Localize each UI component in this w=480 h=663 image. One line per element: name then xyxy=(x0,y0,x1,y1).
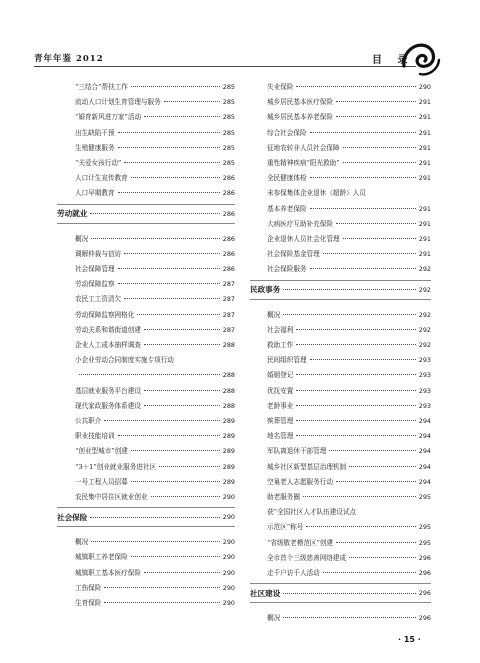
dot-leader xyxy=(104,587,219,588)
toc-entry xyxy=(75,292,235,306)
dot-leader xyxy=(283,289,415,290)
dot-leader xyxy=(118,132,220,133)
dot-leader xyxy=(310,268,416,269)
dot-leader xyxy=(131,177,220,178)
toc-entry xyxy=(75,535,235,549)
toc-entry-title: 空巢老人志愿服务行动 xyxy=(267,477,333,486)
dot-leader xyxy=(159,466,220,467)
dot-leader xyxy=(131,556,220,557)
toc-entry-page: 294 xyxy=(418,447,431,456)
toc-entry xyxy=(75,141,235,155)
toc-entry-title: 现代家政服务体系建设 xyxy=(75,401,141,410)
section-page: 292 xyxy=(418,285,431,294)
toc-entry-page: 288 xyxy=(222,386,235,395)
toc-entry xyxy=(75,429,235,443)
toc-entry xyxy=(267,202,431,216)
toc-entry xyxy=(75,338,235,352)
dot-leader xyxy=(104,602,219,603)
dot-leader xyxy=(310,208,416,209)
toc-entry-page: 294 xyxy=(418,432,431,441)
toc-entry-page: 287 xyxy=(222,295,235,304)
toc-entry-title: 生育保险 xyxy=(75,599,102,607)
toc-entry-page: 291 xyxy=(418,219,431,228)
toc-entry-page: 291 xyxy=(418,143,431,152)
toc-entry xyxy=(75,277,235,291)
toc-entry-title: 全市首个三级慈善网络建成 xyxy=(267,553,347,562)
toc-entry-page: 286 xyxy=(222,234,235,243)
toc-entry-title: 优抚安置 xyxy=(267,386,294,395)
dot-leader xyxy=(296,86,415,87)
toc-entry-page: 291 xyxy=(418,113,431,122)
toc-entry-title: 社会保障管理 xyxy=(75,265,115,273)
dot-leader xyxy=(144,405,220,406)
toc-entry-page: 287 xyxy=(222,325,235,334)
toc-entry-title: 城乡社区新型基层治理机制 xyxy=(267,462,347,471)
dot-leader xyxy=(104,420,219,421)
toc-entry-title: 人口早期教育 xyxy=(75,189,115,198)
toc-entry-title: 职业技能培训 xyxy=(75,432,115,441)
toc-entry xyxy=(75,444,235,458)
dot-leader xyxy=(144,329,220,330)
toc-entry-page: 290 xyxy=(418,83,431,91)
toc-entry xyxy=(267,217,431,231)
toc-entry-title: 概况 xyxy=(267,310,281,319)
toc-entry-page: 285 xyxy=(222,98,235,107)
toc-entry xyxy=(75,399,235,413)
toc-entry-page: 289 xyxy=(222,447,235,456)
dot-leader xyxy=(144,390,220,391)
dot-leader xyxy=(296,329,415,330)
dot-leader xyxy=(283,617,416,618)
toc-entry xyxy=(267,338,431,352)
dot-leader xyxy=(296,390,415,391)
toc-entry xyxy=(267,414,431,428)
toc-entry-title: 助老服务圈 xyxy=(267,493,300,501)
toc-entry-title: “婚育新风进万家”活动 xyxy=(75,113,142,122)
toc-entry-title: “3＋1”创业就业服务进社区 xyxy=(75,462,157,471)
section-rule xyxy=(250,602,431,603)
toc-entry xyxy=(75,581,235,595)
toc-entry-page: 291 xyxy=(418,128,431,137)
dot-leader xyxy=(283,314,416,315)
section-title: 社会保险 xyxy=(57,512,88,522)
toc-entry xyxy=(267,368,431,382)
book-title: 青年年鉴 2012 xyxy=(34,54,104,64)
toc-entry-page: 295 xyxy=(418,538,431,547)
dot-leader xyxy=(343,162,416,163)
toc-entry-page: 285 xyxy=(222,143,235,152)
toc-entry-page: 285 xyxy=(222,159,235,167)
toc-entry-page: 296 xyxy=(418,553,431,562)
toc-entry xyxy=(267,611,431,625)
toc-entry xyxy=(75,550,235,564)
toc-entry-page: 290 xyxy=(222,493,235,501)
toc-entry-title: 基层就业服务平台建设 xyxy=(75,386,141,395)
toc-entry-title: 农民集中居住区就业创业 xyxy=(75,493,148,501)
dot-leader xyxy=(124,298,220,299)
toc-entry xyxy=(267,308,431,322)
toc-entry-title: 社会福利 xyxy=(267,325,294,334)
toc-entry-title: 重性精神疾病“阳光救助” xyxy=(267,159,340,167)
toc-entry-title: 概况 xyxy=(267,614,281,623)
toc-entry-page: 289 xyxy=(222,417,235,425)
toc-entry xyxy=(75,475,235,489)
toc-entry-page: 293 xyxy=(418,356,431,365)
dot-leader xyxy=(310,177,416,178)
toc-entry xyxy=(267,171,431,185)
toc-entry-title: “省级敬老模范区”创建 xyxy=(267,538,334,547)
toc-entry xyxy=(75,323,235,337)
toc-entry xyxy=(267,384,431,398)
dot-leader xyxy=(349,466,416,467)
toc-entry-page: 286 xyxy=(222,189,235,198)
toc-entry-title: 出生缺陷干预 xyxy=(75,128,115,137)
toc-entry-page: 286 xyxy=(222,174,235,183)
dot-leader xyxy=(336,542,416,543)
dot-leader xyxy=(144,572,220,573)
toc-entry-title: 企业人工成本抽样调查 xyxy=(75,341,141,349)
toc-entry-page: 289 xyxy=(222,477,235,486)
toc-entry-title: 概况 xyxy=(75,538,89,547)
toc-entry-title: 小企业劳动合同制度实施专项行动 xyxy=(75,356,174,365)
dot-leader xyxy=(90,213,219,214)
section-heading: 目 录 xyxy=(372,55,414,66)
toc-entry-title: 示范区”称号 xyxy=(267,523,304,532)
toc-entry-title: 失业保险 xyxy=(267,83,294,91)
toc-entry-page: 293 xyxy=(418,401,431,410)
dot-leader xyxy=(144,344,220,345)
toc-entry-page: 288 xyxy=(222,341,235,349)
toc-entry-title: 大病医疗互助补充保险 xyxy=(267,219,333,228)
dot-leader xyxy=(118,268,220,269)
toc-entry-title: 城镇职工养老保险 xyxy=(75,553,128,562)
toc-entry-page: 289 xyxy=(222,462,235,471)
toc-entry xyxy=(267,156,431,170)
toc-entry-page: 291 xyxy=(418,159,431,167)
toc-entry xyxy=(267,399,431,413)
dot-leader xyxy=(79,374,220,375)
dot-leader xyxy=(131,86,220,87)
toc-entry xyxy=(75,414,235,428)
toc-entry xyxy=(75,460,235,474)
toc-entry xyxy=(75,232,235,246)
toc-section-heading xyxy=(57,206,235,222)
dot-leader xyxy=(329,450,415,451)
toc-entry-page: 295 xyxy=(418,493,431,501)
toc-entry xyxy=(75,353,235,367)
toc-entry-page: 291 xyxy=(418,235,431,243)
toc-entry-title: 全民健康体检 xyxy=(267,174,307,183)
section-page: 296 xyxy=(418,589,431,598)
toc-entry-title: 获“全国社区人才队伍建设试点 xyxy=(267,508,357,517)
toc-entry-page: 294 xyxy=(418,417,431,425)
dot-leader xyxy=(336,101,416,102)
dot-leader xyxy=(303,496,416,497)
toc-entry xyxy=(267,80,431,94)
toc-entry-title: 走千户访千人活动 xyxy=(267,569,320,577)
toc-section-heading xyxy=(250,585,431,601)
toc-entry-page: 293 xyxy=(418,371,431,380)
toc-entry xyxy=(267,520,431,534)
dot-leader xyxy=(296,374,415,375)
toc-entry-page: 285 xyxy=(222,83,235,91)
toc-entry xyxy=(267,566,431,580)
toc-entry-title: 婚姻登记 xyxy=(267,371,294,380)
toc-entry xyxy=(267,460,431,474)
toc-entry-title: 劳动保障监察 xyxy=(75,280,115,289)
toc-entry-title: 生殖健康服务 xyxy=(75,143,115,152)
toc-entry-title: 基本养老保险 xyxy=(267,204,307,213)
toc-entry-title: 城乡居民基本养老保险 xyxy=(267,113,333,122)
toc-entry-title: “关爱女孩行动” xyxy=(75,159,122,167)
toc-entry-page: 287 xyxy=(222,310,235,319)
toc-entry-title: 社会保险基金管理 xyxy=(267,250,320,259)
toc-entry-title: 城乡居民基本医疗保险 xyxy=(267,98,333,107)
toc-entry-page: 288 xyxy=(222,401,235,410)
toc-entry-title: 老龄事业 xyxy=(267,401,294,410)
dot-leader xyxy=(90,517,219,518)
dot-leader xyxy=(296,435,415,436)
section-title: 社区建设 xyxy=(250,588,281,598)
toc-entry-page: 290 xyxy=(222,538,235,547)
toc-entry xyxy=(267,323,431,337)
dot-leader xyxy=(164,101,220,102)
toc-entry xyxy=(267,429,431,443)
toc-entry-page: 291 xyxy=(418,98,431,107)
toc-entry-title: 农民工工资清欠 xyxy=(75,295,122,304)
toc-entry-page: 292 xyxy=(418,325,431,334)
toc-entry-title: 流动人口计划生育管理与服务 xyxy=(75,98,161,107)
dot-leader xyxy=(118,283,220,284)
toc-entry-page: 286 xyxy=(222,249,235,258)
toc-entry-title: 综合社会保险 xyxy=(267,128,307,137)
toc-entry-title: 劳动关系和谐街道创建 xyxy=(75,325,141,334)
toc-entry xyxy=(267,232,431,246)
toc-entry-title: 人口计生宣传教育 xyxy=(75,174,128,183)
dot-leader xyxy=(336,481,416,482)
toc-entry-page: 291 xyxy=(418,250,431,259)
toc-entry xyxy=(75,80,235,94)
dot-leader xyxy=(124,162,219,163)
toc-entry xyxy=(267,551,431,565)
section-rule xyxy=(57,526,235,527)
dot-leader xyxy=(118,147,220,148)
toc-entry xyxy=(75,110,235,124)
dot-leader xyxy=(144,116,220,117)
toc-entry-page: 285 xyxy=(222,128,235,137)
toc-entry-page: 290 xyxy=(222,568,235,577)
toc-entry xyxy=(267,110,431,124)
dot-leader xyxy=(124,253,220,254)
dot-leader xyxy=(137,314,219,315)
toc-entry-title: 工伤保险 xyxy=(75,583,102,592)
toc-entry xyxy=(267,490,431,504)
dot-leader xyxy=(310,132,416,133)
toc-entry-page: 290 xyxy=(222,553,235,562)
dot-leader xyxy=(296,405,415,406)
dot-leader xyxy=(349,557,416,558)
toc-entry xyxy=(75,566,235,580)
toc-entry xyxy=(267,141,431,155)
section-rule xyxy=(57,507,235,508)
toc-entry xyxy=(75,126,235,140)
toc-entry xyxy=(75,95,235,109)
toc-entry xyxy=(267,186,431,200)
toc-entry-page: 287 xyxy=(222,280,235,289)
toc-entry xyxy=(267,95,431,109)
dot-leader xyxy=(296,420,415,421)
toc-entry xyxy=(267,247,431,261)
toc-entry xyxy=(267,505,431,519)
toc-entry-title: 劳动保障监察网格化 xyxy=(75,310,135,319)
toc-entry-title: 地名管理 xyxy=(267,432,294,441)
toc-entry-title: 企业退休人员社会化管理 xyxy=(267,235,340,243)
toc-entry-title: “创业型城市”创建 xyxy=(75,447,128,456)
toc-entry-page: 292 xyxy=(418,310,431,319)
toc-entry-page: 292 xyxy=(418,265,431,274)
section-rule xyxy=(57,223,235,224)
toc-entry-title: 未参保集体企业退休（超龄）人员 xyxy=(267,189,366,198)
dot-leader xyxy=(323,253,416,254)
dot-leader xyxy=(131,481,220,482)
toc-entry-page: 295 xyxy=(418,523,431,532)
dot-leader xyxy=(296,344,415,345)
toc-entry-title: 军队离退休干部管理 xyxy=(267,447,327,456)
toc-entry-title: 殡葬管理 xyxy=(267,417,294,425)
swirl-logo-icon xyxy=(398,36,442,80)
section-rule xyxy=(57,204,235,205)
toc-entry xyxy=(267,262,431,276)
toc-section-heading xyxy=(57,509,235,525)
section-title: 民政事务 xyxy=(250,285,281,295)
toc-entry xyxy=(75,368,235,382)
toc-entry-title: 公共职介 xyxy=(75,417,102,425)
toc-entry-page: 290 xyxy=(222,599,235,607)
toc-entry-page: 286 xyxy=(222,265,235,273)
page-number: · 15 · xyxy=(398,635,421,644)
toc-entry xyxy=(75,308,235,322)
toc-entry xyxy=(75,490,235,504)
toc-entry-title: 社会保险服务 xyxy=(267,265,307,274)
dot-leader xyxy=(91,541,220,542)
toc-entry-page: 294 xyxy=(418,477,431,486)
toc-entry-page: 290 xyxy=(222,583,235,592)
dot-leader xyxy=(118,435,220,436)
toc-entry-page: 291 xyxy=(418,204,431,213)
toc-entry xyxy=(75,156,235,170)
toc-entry-page: 291 xyxy=(418,174,431,183)
toc-entry-title: 民间组织管理 xyxy=(267,356,307,365)
toc-entry-page: 288 xyxy=(222,371,235,380)
toc-entry-page: 294 xyxy=(418,462,431,471)
toc-entry xyxy=(267,126,431,140)
header-rule xyxy=(34,66,416,67)
toc-entry-page: 285 xyxy=(222,113,235,122)
page-header xyxy=(0,0,480,80)
toc-entry-title: 征地农转非人员社会保障 xyxy=(267,143,340,152)
section-rule xyxy=(250,280,431,281)
toc-entry-title: 城镇职工基本医疗保险 xyxy=(75,568,141,577)
toc-entry xyxy=(267,353,431,367)
section-page: 286 xyxy=(222,209,235,218)
toc-entry-title: 救助工作 xyxy=(267,341,294,349)
toc-entry xyxy=(75,384,235,398)
toc-entry-title: “三结合”帮扶工作 xyxy=(75,83,128,91)
toc-entry-page: 296 xyxy=(418,614,431,623)
toc-entry xyxy=(75,186,235,200)
toc-entry-page: 296 xyxy=(418,569,431,577)
toc-entry-page: 289 xyxy=(222,432,235,441)
dot-leader xyxy=(91,238,220,239)
dot-leader xyxy=(283,593,415,594)
dot-leader xyxy=(323,572,416,573)
toc-entry xyxy=(75,596,235,610)
dot-leader xyxy=(131,450,220,451)
section-rule xyxy=(250,583,431,584)
toc-entry xyxy=(267,444,431,458)
toc-entry-page: 292 xyxy=(418,341,431,349)
dot-leader xyxy=(343,147,416,148)
dot-leader xyxy=(118,192,220,193)
toc-entry-page: 293 xyxy=(418,386,431,395)
toc-entry-title: 调解仲裁与信访 xyxy=(75,249,122,258)
dot-leader xyxy=(310,359,416,360)
dot-leader xyxy=(306,526,415,527)
section-rule xyxy=(250,299,431,300)
dot-leader xyxy=(343,238,416,239)
toc-section-heading xyxy=(250,282,431,298)
toc-entry xyxy=(267,475,431,489)
dot-leader xyxy=(336,116,416,117)
toc-entry-title: 概况 xyxy=(75,234,89,243)
toc-entry xyxy=(267,536,431,550)
dot-leader xyxy=(336,223,416,224)
dot-leader xyxy=(151,496,220,497)
toc-entry xyxy=(75,171,235,185)
toc-entry xyxy=(75,262,235,276)
toc-entry-title: 一号工程人员招募 xyxy=(75,477,128,486)
section-page: 290 xyxy=(222,513,235,522)
toc-entry xyxy=(75,247,235,261)
section-title: 劳动就业 xyxy=(57,209,88,219)
